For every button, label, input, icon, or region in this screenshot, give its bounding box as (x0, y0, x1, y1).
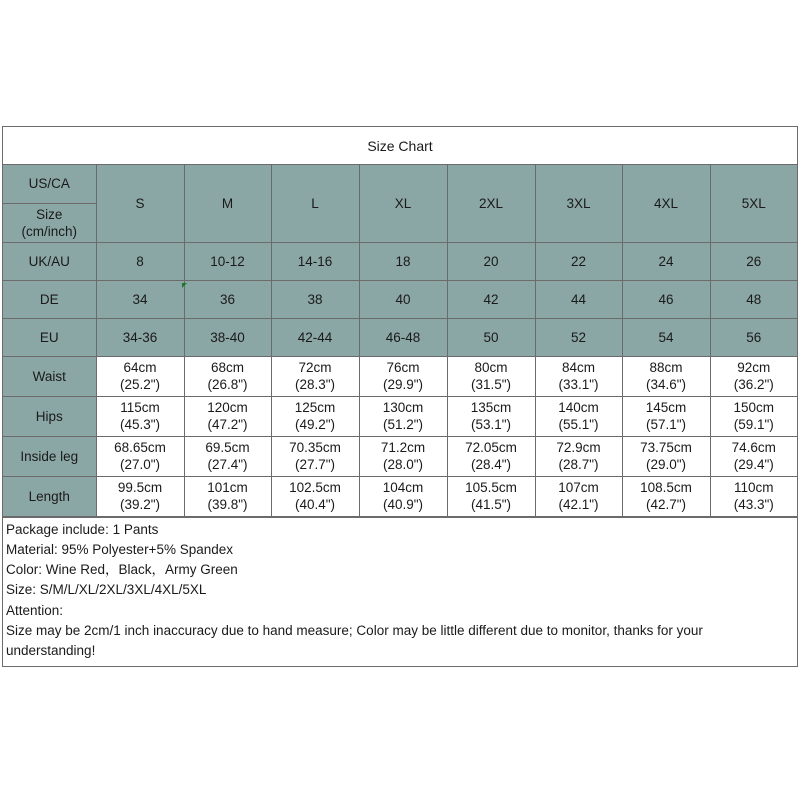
conversion-row (3, 318, 797, 356)
inch-value: (29.9") (382, 377, 424, 392)
cm-value: 88cm (649, 360, 683, 375)
size-header-5xl: 5XL (710, 165, 797, 242)
measurement-cell (184, 396, 271, 436)
note-color: Color: Wine Red，Black，Army Green (6, 562, 238, 578)
measurement-cell (535, 436, 622, 476)
size-unit-label (3, 203, 96, 242)
size-value-cell: 18 (359, 242, 447, 280)
cm-value: 105.5cm (465, 480, 517, 495)
cm-value: 76cm (386, 360, 420, 375)
note-disclaimer: Size may be 2cm/1 inch inaccuracy due to hand measure; Color may be little different due to monitor, thanks for your understanding! (6, 622, 703, 659)
size-value-cell: 56 (710, 318, 797, 356)
size-value-cell: 50 (447, 318, 535, 356)
measurement-cell (622, 476, 710, 516)
row-label: Inside leg (3, 436, 96, 476)
inch-value: (49.2") (294, 417, 336, 432)
size-value-cell: 36 (184, 280, 271, 318)
cm-value: 73.75cm (640, 440, 692, 455)
cm-value: 74.6cm (731, 440, 776, 455)
measurement-row (3, 436, 797, 476)
note-size: Size: S/M/L/XL/2XL/3XL/4XL/5XL (6, 582, 207, 598)
inch-value: (31.5") (470, 377, 512, 392)
size-header-s: S (96, 165, 184, 242)
measurement-row (3, 476, 797, 516)
measurement-cell (622, 436, 710, 476)
measurement-row (3, 396, 797, 436)
size-header-3xl: 3XL (535, 165, 622, 242)
size-value-cell: 46 (622, 280, 710, 318)
inch-value: (25.2") (119, 377, 161, 392)
size-chart (2, 126, 798, 667)
cell-corner-mark (182, 283, 187, 288)
cm-value: 150cm (733, 400, 775, 415)
measurement-cell (271, 396, 359, 436)
measurement-cell (447, 476, 535, 516)
note-material: Material: 95% Polyester+5% Spandex (6, 541, 234, 557)
size-value-cell: 48 (710, 280, 797, 318)
size-table (3, 165, 797, 517)
size-value-cell: 44 (535, 280, 622, 318)
note-attention: Attention: (6, 602, 64, 618)
measurement-cell (710, 436, 797, 476)
cm-value: 108.5cm (640, 480, 692, 495)
inch-value: (33.1") (558, 377, 599, 392)
size-value-cell: 26 (710, 242, 797, 280)
chart-title: Size Chart (3, 127, 797, 165)
measurement-cell (447, 396, 535, 436)
us-ca-label: US/CA (3, 165, 96, 203)
cm-value: 69.5cm (205, 440, 250, 455)
row-label: Length (3, 476, 96, 516)
cm-value: 72.05cm (465, 440, 517, 455)
size-value-cell: 46-48 (359, 318, 447, 356)
cm-value: 135cm (470, 400, 512, 415)
measurement-cell (359, 396, 447, 436)
measurement-cell (184, 356, 271, 396)
cm-value: 102.5cm (289, 480, 341, 495)
inch-value: (27.4") (207, 457, 248, 472)
cm-value: 68cm (210, 360, 244, 375)
inch-value: (28.3") (294, 377, 336, 392)
measurement-cell (96, 396, 184, 436)
cm-value: 130cm (382, 400, 424, 415)
inch-value: (45.3") (119, 417, 161, 432)
cm-value: 71.2cm (380, 440, 426, 455)
inch-value: (36.2") (733, 377, 774, 392)
size-value-cell: 22 (535, 242, 622, 280)
inch-value: (27.0") (119, 457, 161, 472)
measurement-row (3, 356, 797, 396)
measurement-cell (359, 356, 447, 396)
measurement-cell (96, 436, 184, 476)
inch-value: (28.4") (470, 457, 512, 472)
conversion-row (3, 280, 797, 318)
measurement-cell (359, 476, 447, 516)
cm-value: 104cm (382, 480, 424, 495)
cm-value: 140cm (558, 400, 599, 415)
size-value-cell: 38 (271, 280, 359, 318)
measurement-cell (271, 436, 359, 476)
measurement-cell (535, 396, 622, 436)
inch-value: (47.2") (207, 417, 248, 432)
size-value-cell: 10-12 (184, 242, 271, 280)
inch-value: (28.0") (382, 457, 424, 472)
measurement-cell (710, 356, 797, 396)
cm-value: 64cm (123, 360, 157, 375)
inch-value: (59.1") (733, 417, 774, 432)
row-label: EU (3, 318, 96, 356)
size-header-m: M (184, 165, 271, 242)
cm-value: 125cm (294, 400, 336, 415)
cm-value: 120cm (207, 400, 248, 415)
measurement-cell (447, 436, 535, 476)
cm-value: 110cm (733, 480, 774, 495)
size-header-4xl: 4XL (622, 165, 710, 242)
cm-value: 80cm (474, 360, 508, 375)
measurement-cell (271, 356, 359, 396)
size-value-cell: 24 (622, 242, 710, 280)
row-label: UK/AU (3, 242, 96, 280)
row-label: Waist (3, 356, 96, 396)
cm-value: 99.5cm (117, 480, 163, 495)
inch-value: (29.4") (733, 457, 774, 472)
size-value-cell: 34 (96, 280, 184, 318)
measurement-cell (96, 476, 184, 516)
cm-value: 92cm (737, 360, 771, 375)
cm-value: 145cm (645, 400, 687, 415)
size-label-line1: Size (36, 206, 63, 222)
size-value-cell: 38-40 (184, 318, 271, 356)
size-header-l: L (271, 165, 359, 242)
inch-value: (57.1") (645, 417, 687, 432)
inch-value: (41.5") (470, 497, 512, 512)
cm-value: 68.65cm (114, 440, 166, 455)
cm-value: 72.9cm (556, 440, 601, 455)
measurement-cell (184, 476, 271, 516)
inch-value: (26.8") (207, 377, 248, 392)
row-label: Hips (3, 396, 96, 436)
size-label-line2: (cm/inch) (21, 223, 77, 239)
measurement-cell (359, 436, 447, 476)
inch-value: (34.6") (645, 377, 687, 392)
conversion-row (3, 242, 797, 280)
cm-value: 70.35cm (289, 440, 341, 455)
measurement-cell (535, 356, 622, 396)
inch-value: (42.1") (558, 497, 599, 512)
inch-value: (39.2") (119, 497, 161, 512)
size-header-2xl: 2XL (447, 165, 535, 242)
size-value-cell: 34-36 (96, 318, 184, 356)
size-value-cell: 52 (535, 318, 622, 356)
cm-value: 107cm (558, 480, 599, 495)
measurement-cell (447, 356, 535, 396)
inch-value: (42.7") (645, 497, 687, 512)
size-header-xl: XL (359, 165, 447, 242)
size-value-cell: 42 (447, 280, 535, 318)
inch-value: (29.0") (645, 457, 687, 472)
cm-value: 72cm (298, 360, 332, 375)
product-notes (3, 517, 797, 666)
inch-value: (39.8") (207, 497, 248, 512)
measurement-cell (710, 396, 797, 436)
inch-value: (51.2") (382, 417, 424, 432)
cm-value: 101cm (207, 480, 248, 495)
cm-value: 115cm (120, 400, 160, 415)
note-package: Package include: 1 Pants (6, 521, 159, 537)
inch-value: (40.9") (382, 497, 424, 512)
size-value-cell: 20 (447, 242, 535, 280)
inch-value: (28.7") (558, 457, 599, 472)
size-value-cell: 42-44 (271, 318, 359, 356)
measurement-cell (184, 436, 271, 476)
cm-value: 84cm (561, 360, 595, 375)
measurement-cell (622, 356, 710, 396)
inch-value: (40.4") (294, 497, 336, 512)
size-value-cell: 40 (359, 280, 447, 318)
size-value-cell: 54 (622, 318, 710, 356)
size-value-cell: 14-16 (271, 242, 359, 280)
measurement-cell (96, 356, 184, 396)
size-value-cell: 8 (96, 242, 184, 280)
inch-value: (55.1") (558, 417, 599, 432)
inch-value: (27.7") (294, 457, 336, 472)
measurement-cell (710, 476, 797, 516)
row-label: DE (3, 280, 96, 318)
measurement-cell (271, 476, 359, 516)
inch-value: (43.3") (733, 497, 774, 512)
inch-value: (53.1") (470, 417, 512, 432)
measurement-cell (535, 476, 622, 516)
measurement-cell (622, 396, 710, 436)
